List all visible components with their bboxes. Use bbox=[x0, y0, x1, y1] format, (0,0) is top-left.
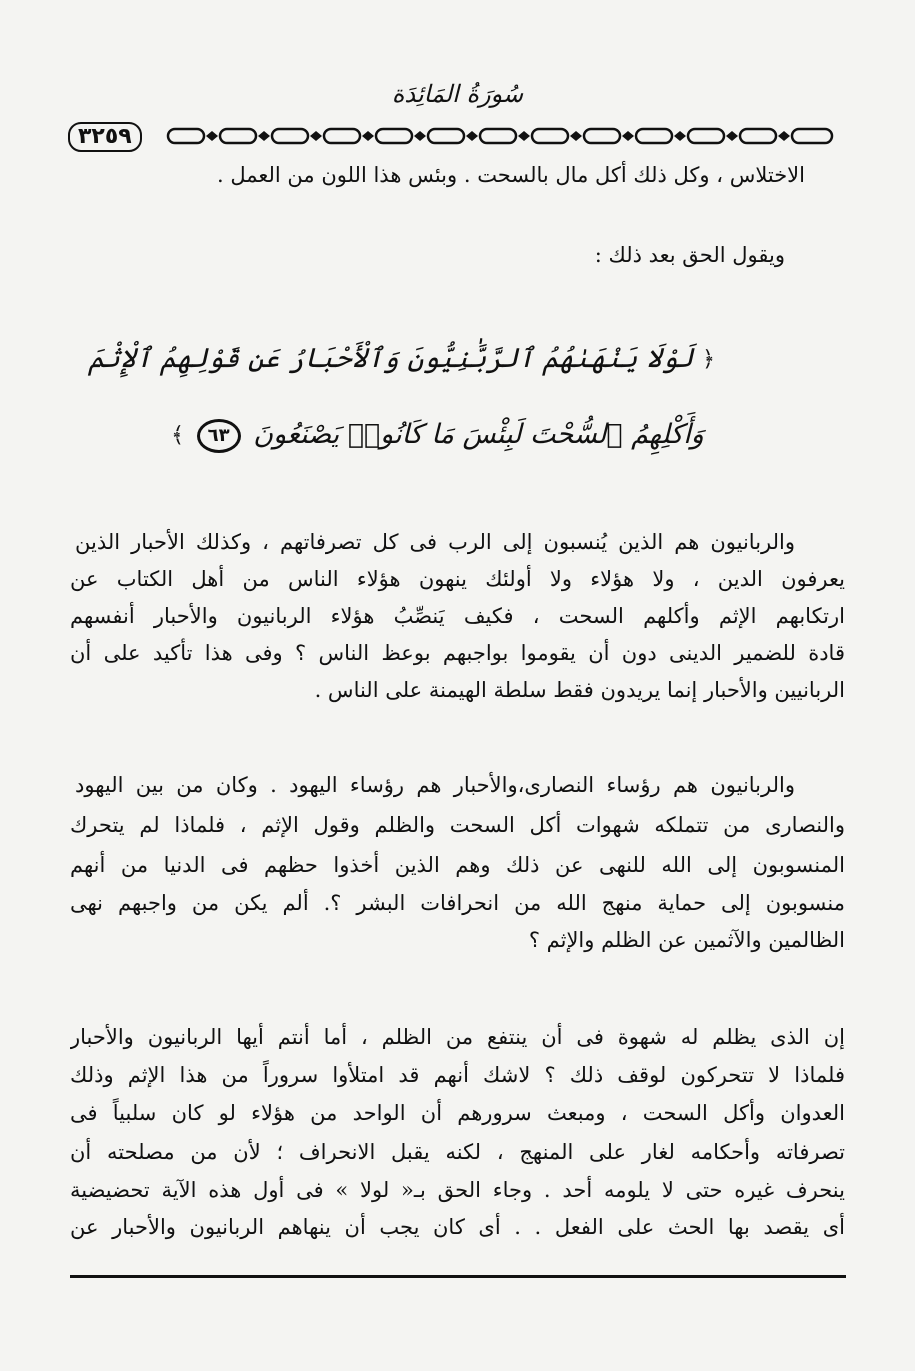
diamond-ornament bbox=[518, 131, 530, 141]
diamond-ornament bbox=[362, 131, 374, 141]
paragraph-1-line: يعرفون الدين ، ولا هؤلاء ولا أولئك ينهون هؤلاء الناس من أهل الكتاب عن bbox=[70, 567, 845, 591]
chain-link-ornament bbox=[376, 129, 412, 143]
chain-link-ornament bbox=[272, 129, 308, 143]
paragraph-3-line: تصرفاته وأحكامه لغار على المنهج ، لكنه يقبل الانحراف ؛ لأن من مصلحته أن bbox=[70, 1140, 845, 1164]
paragraph-1-line: والربانيون هم الذين يُنسبون إلى الرب فى كل تصرفاتهم ، وكذلك الأحبار الذين bbox=[75, 530, 795, 554]
diamond-ornament bbox=[258, 131, 270, 141]
chain-link-ornament bbox=[480, 129, 516, 143]
verse-text-2: وَأَكْلِهِمُ ٱلسُّحْتَ لَبِئْسَ مَا كَانُوا۟ يَصْنَعُونَ bbox=[253, 419, 704, 450]
chain-link-ornament bbox=[220, 129, 256, 143]
surah-title: سُورَةُ المَائِدَة bbox=[391, 80, 524, 108]
verse-open-bracket: ﴿ bbox=[702, 346, 715, 372]
paragraph-3-line: ينحرف غيره حتى لا يلومه أحد . وجاء الحق بـ« لولا » فى أول هذه الآية تحضيضية bbox=[70, 1178, 845, 1202]
paragraph-3-line: إن الذى يظلم له شهوة فى أن ينتفع من الظلم ، أما أنتم أيها الربانيون والأحبار bbox=[70, 1025, 845, 1049]
chain-link-ornament bbox=[584, 129, 620, 143]
paragraph-3-line: فلماذا لا تتحركون لوقف ذلك ؟ لاشك أنهم قد امتلأوا سروراً من هذا الإثم وذلك bbox=[70, 1063, 845, 1087]
verse-line-1 bbox=[88, 338, 715, 381]
diamond-ornament bbox=[674, 131, 686, 141]
paragraph-1-line: الربانيين والأحبار إنما يريدون فقط سلطة الهيمنة على الناس . bbox=[314, 678, 845, 702]
footer-rule bbox=[70, 1275, 846, 1278]
chain-link-ornament bbox=[324, 129, 360, 143]
diamond-ornament bbox=[206, 131, 218, 141]
chain-link-ornament bbox=[168, 129, 204, 143]
paragraph-2-line: منسوبون إلى حماية منهج الله من انحرافات البشر ؟. ألم يكن من واجبهم نهى bbox=[70, 891, 845, 915]
paragraph-2-line: والنصارى من تتملكه شهوات أكل السحت والظلم وقول الإثم ، فلماذا لم يتحرك bbox=[70, 813, 845, 837]
diamond-ornament bbox=[414, 131, 426, 141]
paragraph-2-line: الظالمين والآثمين عن الظلم والإثم ؟ bbox=[528, 928, 845, 952]
paragraph-2-line: والربانيون هم رؤساء النصارى،والأحبار هم رؤساء اليهود . وكان من بين اليهود bbox=[75, 773, 795, 797]
diamond-ornament bbox=[726, 131, 738, 141]
chain-link-ornament bbox=[688, 129, 724, 143]
verse-close-bracket: ﴾ bbox=[171, 422, 185, 448]
page-number: ٣٢٥٩ bbox=[68, 122, 142, 152]
chain-link-ornament bbox=[740, 129, 776, 143]
chain-link-ornament bbox=[532, 129, 568, 143]
diamond-ornament bbox=[570, 131, 582, 141]
diamond-ornament bbox=[310, 131, 322, 141]
intro-line-2: ويقول الحق بعد ذلك : bbox=[594, 243, 785, 267]
paragraph-3-line: العدوان وأكل السحت ، ومبعث سرورهم أن الواحد من هؤلاء لو كان سلبياً فى bbox=[70, 1101, 845, 1125]
verse-line-2 bbox=[160, 414, 715, 457]
ornamental-border bbox=[60, 122, 840, 150]
diamond-ornament bbox=[466, 131, 478, 141]
chain-link-ornament bbox=[792, 129, 832, 143]
intro-line-1: الاختلاس ، وكل ذلك أكل مال بالسحت . وبئس هذا اللون من العمل . bbox=[216, 163, 805, 187]
paragraph-1-line: ارتكابهم الإثم وأكلهم السحت ، فكيف يَنصِّبُ هؤلاء الربانيون والأحبار أنفسهم bbox=[70, 604, 845, 628]
verse-number-marker: ٦٣ bbox=[197, 419, 241, 453]
paragraph-3-line: أى يقصد بها الحث على الفعل . . أى كان يجب أن ينهاهم الربانيون والأحبار عن bbox=[70, 1215, 845, 1239]
diamond-ornament bbox=[778, 131, 790, 141]
verse-text-1: لَوْلَا يَنْهَىٰهُمُ ٱلرَّبَّٰنِيُّونَ وَٱلْأَحْبَارُ عَن قَوْلِهِمُ ٱلْإِثْمَ bbox=[88, 343, 694, 374]
diamond-ornament bbox=[622, 131, 634, 141]
paragraph-2-line: المنسوبون إلى الله للنهى عن ذلك وهم الذين أخذوا حظهم فى الدنيا من أنهم bbox=[70, 853, 845, 877]
chain-link-ornament bbox=[428, 129, 464, 143]
chain-link-ornament bbox=[636, 129, 672, 143]
paragraph-1-line: قادة للضمير الدينى دون أن يقوموا بواجبهم بوعظ الناس ؟ وفى هذا تأكيد على أن bbox=[70, 641, 845, 665]
